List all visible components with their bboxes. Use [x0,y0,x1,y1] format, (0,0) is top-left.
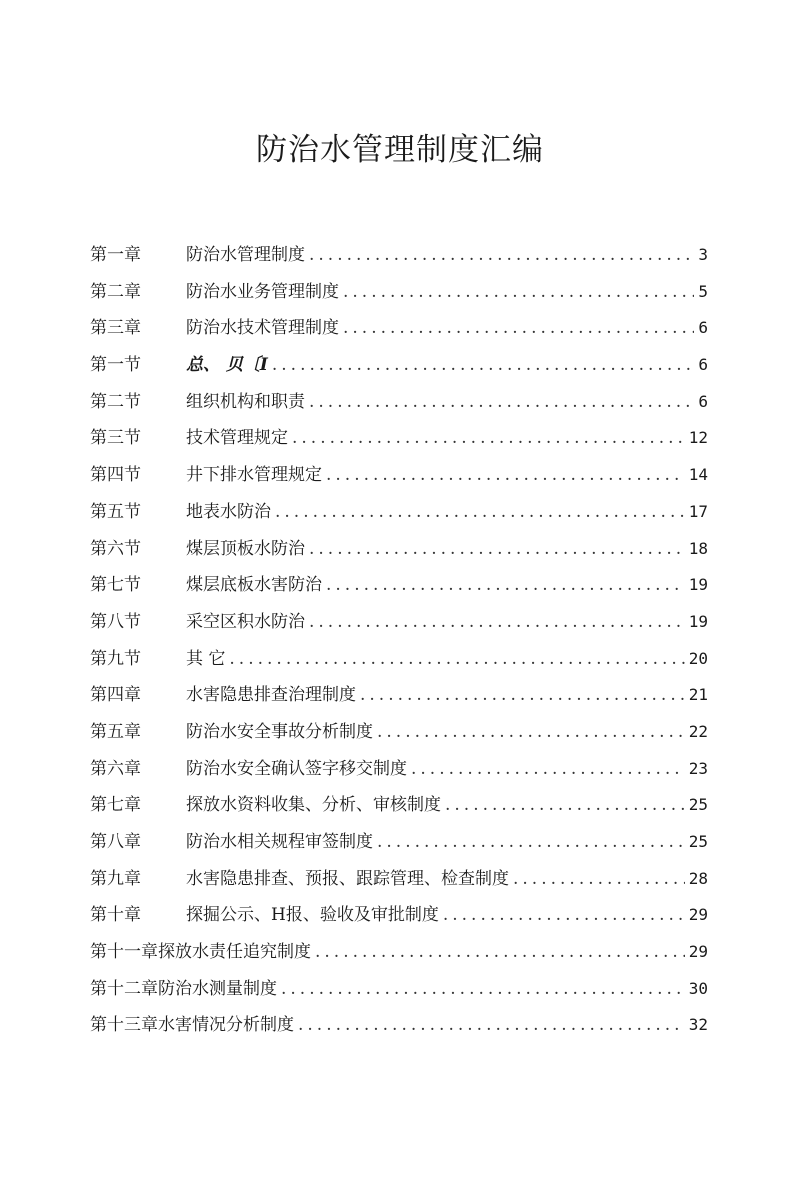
toc-entry [90,644,708,681]
toc-dot-leader [229,649,684,669]
toc-entry-title: 防治水技术管理制度 [186,318,339,339]
toc-entry-title: 采空区积水防治 [186,611,305,632]
toc-entry [90,717,708,754]
toc-entry-label: 第十章 [90,905,141,926]
toc-entry-title: 防治水安全事故分析制度 [186,721,373,742]
toc-entry-title: 水害情况分析制度 [158,1015,294,1036]
toc-entry-page-number: 29 [688,942,708,962]
toc-entry [90,240,708,277]
toc-entry [90,423,708,460]
toc-entry-label: 第三章 [90,318,141,339]
toc-entry-page-number: 19 [688,611,708,631]
toc-entry-title: 技术管理规定 [186,428,288,449]
toc-entry-label: 第十三章 [90,1015,158,1036]
toc-entry-title: 防治水安全确认签字移交制度 [186,758,407,779]
toc-entry-label: 第三节 [90,428,141,449]
toc-dot-leader [272,355,694,375]
toc-entry-label: 第五章 [90,721,141,742]
toc-entry-title: 探放水资料收集、分析、审核制度 [186,795,441,816]
toc-entry-title: 水害隐患排查治理制度 [186,685,356,706]
toc-dot-leader [377,832,685,852]
toc-entry-label: 第四章 [90,685,141,706]
toc-entry-label: 第八章 [90,832,141,852]
toc-entry [90,937,708,974]
toc-dot-leader [292,428,685,448]
toc-entry-title: 煤层顶板水防治 [186,538,305,559]
toc-entry-title: 井下排水管理规定 [186,465,322,486]
toc-entry-page-number: 19 [688,575,708,595]
toc-entry-title: 总、 贝〔I [186,355,268,376]
toc-entry-label: 第一节 [90,355,141,376]
toc-entry-title: 防治水测量制度 [158,978,277,999]
page-title: 防治水管理制度汇编 [256,132,544,168]
toc-entry-title: 防治水相关规程审签制度 [186,832,373,852]
table-of-contents [90,240,708,1047]
toc-dot-leader [309,539,685,559]
toc-entry-label: 第十一章 [90,942,158,963]
toc-entry-label: 第七章 [90,795,141,816]
toc-entry-page-number: 3 [698,245,708,264]
toc-entry-label: 第九节 [90,648,141,669]
toc-entry [90,1010,708,1047]
toc-entry-label: 第六节 [90,538,141,559]
toc-entry-page-number: 21 [688,685,708,705]
toc-entry [90,570,708,607]
toc-entry-label: 第二章 [90,281,141,302]
toc-dot-leader [513,869,685,889]
toc-entry [90,277,708,314]
toc-entry [90,864,708,901]
toc-dot-leader [377,722,685,742]
toc-dot-leader [309,392,694,412]
toc-entry [90,460,708,497]
toc-entry [90,387,708,424]
toc-entry-page-number: 22 [688,721,708,741]
toc-entry-page-number: 6 [698,391,708,411]
toc-entry-page-number: 6 [698,355,708,375]
toc-entry-page-number: 14 [688,465,708,485]
toc-dot-leader [326,465,685,485]
toc-entry-page-number: 5 [698,281,708,301]
toc-dot-leader [360,685,685,705]
toc-entry [90,350,708,387]
toc-dot-leader [443,905,685,925]
toc-dot-leader [315,942,685,962]
toc-entry-label: 第一章 [90,245,141,265]
toc-entry-page-number: 12 [688,428,708,448]
toc-entry-page-number: 25 [688,832,708,851]
toc-entry [90,974,708,1011]
toc-entry-title: 地表水防治 [186,501,271,522]
toc-dot-leader [411,759,685,779]
toc-entry-page-number: 29 [688,905,708,925]
toc-dot-leader [281,979,685,999]
toc-entry-page-number: 28 [688,868,708,888]
toc-dot-leader [343,318,694,338]
toc-entry-page-number: 30 [688,978,708,998]
toc-entry-page-number: 17 [688,501,708,521]
toc-entry [90,754,708,791]
toc-entry [90,790,708,827]
toc-entry [90,900,708,937]
toc-entry-page-number: 23 [688,758,708,778]
toc-dot-leader [343,282,694,302]
toc-dot-leader [298,1015,685,1035]
toc-dot-leader [309,612,685,632]
toc-entry-label: 第五节 [90,501,141,522]
toc-entry-label: 第四节 [90,465,141,486]
toc-entry-label: 第二节 [90,391,141,412]
toc-entry [90,680,708,717]
toc-entry-page-number: 6 [698,318,708,338]
toc-entry [90,827,708,864]
toc-entry-title: 探掘公示、H报、验收及审批制度 [186,905,439,926]
toc-entry-title: 煤层底板水害防治 [186,575,322,596]
toc-entry-page-number: 20 [688,648,708,668]
toc-entry [90,313,708,350]
toc-dot-leader [445,795,685,815]
toc-entry-page-number: 18 [688,538,708,558]
toc-entry [90,534,708,571]
toc-entry [90,497,708,534]
toc-dot-leader [309,245,694,265]
toc-entry-label: 第八节 [90,611,141,632]
toc-entry-page-number: 25 [688,795,708,815]
toc-dot-leader [275,502,685,522]
toc-entry-label: 第六章 [90,758,141,779]
toc-entry [90,607,708,644]
toc-entry-label: 第十二章 [90,978,158,999]
toc-entry-title: 探放水责任追究制度 [158,942,311,963]
toc-entry-title: 水害隐患排查、预报、跟踪管理、检查制度 [186,868,509,889]
toc-entry-page-number: 32 [688,1015,708,1035]
toc-entry-title: 防治水管理制度 [186,245,305,265]
toc-entry-label: 第九章 [90,868,141,889]
toc-entry-title: 防治水业务管理制度 [186,281,339,302]
toc-entry-label: 第七节 [90,575,141,596]
toc-entry-title: 其 它 [186,648,226,669]
toc-dot-leader [326,575,685,595]
toc-entry-title: 组织机构和职责 [186,391,305,412]
